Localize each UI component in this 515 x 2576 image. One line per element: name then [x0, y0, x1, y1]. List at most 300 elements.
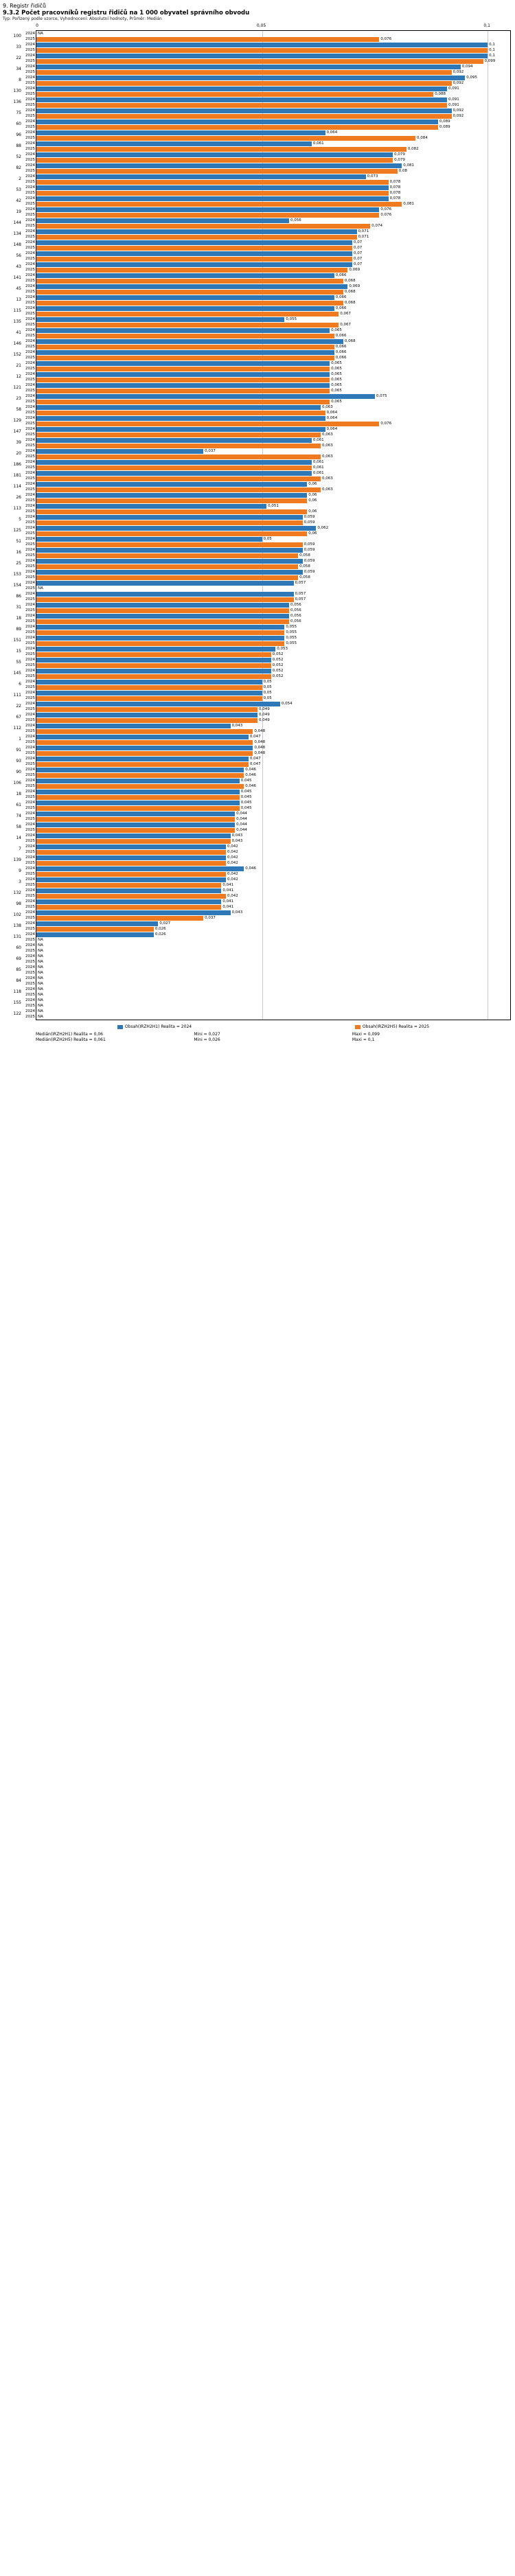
- bar[interactable]: [36, 927, 154, 932]
- bar[interactable]: [36, 482, 307, 487]
- chart-group: [16, 492, 510, 503]
- bar[interactable]: [36, 400, 330, 404]
- bar[interactable]: [36, 553, 298, 558]
- bar[interactable]: [36, 54, 488, 58]
- category-label: 58: [16, 825, 21, 829]
- series-year-label: 2025: [25, 345, 35, 349]
- series-year-label: 2024: [25, 372, 35, 376]
- bar[interactable]: [36, 905, 221, 910]
- bar[interactable]: [36, 284, 347, 289]
- series-year-label: 2024: [25, 921, 35, 925]
- bar[interactable]: [36, 334, 334, 338]
- series-year-label: 2024: [25, 87, 35, 91]
- series-year-label: 2025: [25, 564, 35, 568]
- bar[interactable]: [36, 581, 294, 586]
- bar[interactable]: [36, 367, 330, 371]
- bar-value-na: NA: [38, 998, 43, 1002]
- category-label: 98: [16, 901, 21, 906]
- chart-group: [13, 723, 510, 734]
- bar-value-label: 0,048: [254, 746, 266, 750]
- category-label: 181: [13, 473, 21, 478]
- bar-row: [25, 613, 510, 619]
- series-year-label: 2024: [25, 383, 35, 387]
- bar-row: [25, 789, 510, 794]
- bar[interactable]: [36, 751, 253, 756]
- bar[interactable]: [36, 378, 330, 382]
- category-label: 34: [16, 67, 21, 71]
- series-year-label: 2024: [25, 350, 35, 354]
- bar[interactable]: [36, 191, 389, 196]
- bar-value-label: 0,066: [335, 306, 347, 310]
- x-tick-label: 0,05: [256, 23, 266, 28]
- bar-row: [25, 69, 510, 75]
- bar[interactable]: [36, 422, 379, 426]
- bar-value-label: 0,068: [344, 290, 356, 294]
- bar-value-na: NA: [38, 32, 43, 36]
- bar[interactable]: [36, 163, 402, 168]
- chart-group: [16, 163, 510, 174]
- series-year-label: 2024: [25, 965, 35, 969]
- bar-row: [25, 641, 510, 646]
- bar[interactable]: [36, 257, 352, 262]
- bar[interactable]: [36, 696, 262, 701]
- bar[interactable]: [36, 828, 235, 833]
- bar[interactable]: [36, 460, 312, 465]
- series-year-label: 2024: [25, 625, 35, 629]
- bar[interactable]: [36, 883, 221, 888]
- bar-row: [25, 135, 510, 141]
- bar[interactable]: [36, 251, 352, 256]
- bar[interactable]: [36, 592, 294, 597]
- chart-group: [16, 207, 510, 218]
- bar[interactable]: [36, 411, 325, 415]
- chart-group: [13, 426, 510, 437]
- bar[interactable]: [36, 383, 330, 388]
- bar[interactable]: [36, 762, 249, 767]
- bar[interactable]: [36, 526, 316, 531]
- series-year-label: 2024: [25, 141, 35, 146]
- category-label: 152: [13, 352, 21, 357]
- bar[interactable]: [36, 735, 249, 739]
- stats-median: Medián(IRZH2H5) Realita = 0,061: [36, 1037, 106, 1042]
- bar-value-label: 0,047: [249, 757, 261, 761]
- bar[interactable]: [36, 465, 312, 470]
- bar[interactable]: [36, 48, 488, 53]
- bar-row: [25, 273, 510, 278]
- series-year-label: 2024: [25, 262, 35, 266]
- chart-group: [13, 306, 510, 317]
- bar[interactable]: [36, 746, 253, 750]
- bar-value-label: 0,055: [286, 625, 297, 629]
- bar[interactable]: [36, 509, 307, 514]
- chart-group: [16, 393, 510, 404]
- chart-subtitle: Typ: Pořízený podle vzorce, Vyhodnocení: Absolutní hodnoty, Průměr: Medián: [3, 16, 162, 21]
- bar[interactable]: [36, 817, 235, 822]
- bar[interactable]: [36, 218, 289, 223]
- category-label: 146: [13, 341, 21, 346]
- bar[interactable]: [36, 306, 334, 311]
- category-label: 56: [16, 253, 21, 258]
- series-year-label: 2025: [25, 444, 35, 448]
- bar-row: [25, 591, 510, 597]
- bar-value-label: 0,052: [272, 663, 284, 667]
- bar[interactable]: [36, 207, 379, 212]
- bar[interactable]: [36, 323, 339, 327]
- bar[interactable]: [36, 328, 330, 333]
- bar[interactable]: [36, 850, 226, 855]
- category-label: 118: [13, 989, 21, 994]
- bar-row: [25, 47, 510, 53]
- category-label: 69: [16, 956, 21, 961]
- bar-value-na: NA: [38, 954, 43, 958]
- series-year-label: 2024: [25, 866, 35, 871]
- bar-value-label: 0,063: [322, 433, 333, 437]
- bar[interactable]: [36, 855, 226, 860]
- category-label: 115: [13, 308, 21, 313]
- bar-row: [25, 580, 510, 586]
- category-label: 148: [13, 242, 21, 247]
- bar-row: [25, 421, 510, 426]
- bar[interactable]: [36, 625, 284, 630]
- bar[interactable]: [36, 894, 226, 899]
- bar[interactable]: [36, 312, 339, 317]
- bar[interactable]: [36, 564, 298, 569]
- bar-row: [25, 300, 510, 306]
- bar[interactable]: [36, 713, 258, 717]
- bar[interactable]: [36, 70, 452, 75]
- category-label: 41: [16, 330, 21, 335]
- category-label: 132: [13, 890, 21, 895]
- bar[interactable]: [36, 773, 244, 778]
- bar[interactable]: [36, 43, 488, 47]
- bar[interactable]: [36, 169, 398, 174]
- bar[interactable]: [36, 910, 231, 915]
- series-year-label: 2024: [25, 361, 35, 365]
- bar[interactable]: [36, 608, 289, 613]
- series-year-label: 2024: [25, 295, 35, 299]
- bar-value-label: 0,057: [295, 597, 306, 601]
- bar-row: [25, 124, 510, 130]
- chart-group: [16, 152, 510, 163]
- bar[interactable]: [36, 114, 452, 119]
- bar-row: [25, 531, 510, 536]
- bar[interactable]: [36, 65, 461, 69]
- bar[interactable]: [36, 702, 280, 706]
- bar-row: [25, 91, 510, 97]
- category-label: 85: [16, 967, 21, 972]
- series-year-label: 2024: [25, 218, 35, 222]
- bar-row: [25, 86, 510, 91]
- bar[interactable]: [36, 740, 253, 745]
- bar[interactable]: [36, 768, 244, 772]
- bar-value-label: 0,1: [489, 43, 495, 47]
- bar[interactable]: [36, 174, 366, 179]
- bar[interactable]: [36, 119, 438, 124]
- bar[interactable]: [36, 345, 334, 349]
- bar[interactable]: [36, 213, 379, 218]
- bar-row: [25, 652, 510, 657]
- bar[interactable]: [36, 476, 321, 481]
- bar-row: [25, 937, 510, 943]
- bar[interactable]: [36, 185, 389, 190]
- legend-label-2024: Obsah(IRZH2H1) Realita = 2024: [124, 1024, 192, 1029]
- bar-row: [25, 465, 510, 470]
- bar-value-label: 0,041: [222, 905, 234, 909]
- bar[interactable]: [36, 707, 258, 712]
- bar[interactable]: [36, 471, 312, 476]
- bar-value-label: 0,047: [249, 762, 261, 766]
- bar[interactable]: [36, 652, 271, 657]
- bar[interactable]: [36, 861, 226, 866]
- bar[interactable]: [36, 779, 240, 783]
- bar[interactable]: [36, 729, 253, 734]
- bar[interactable]: [36, 273, 334, 278]
- bar[interactable]: [36, 548, 303, 553]
- bar[interactable]: [36, 641, 284, 646]
- bar[interactable]: [36, 663, 271, 668]
- bar-value-na: NA: [38, 971, 43, 975]
- chart-group: [16, 613, 510, 624]
- series-year-label: 2025: [25, 674, 35, 678]
- bar-row: [25, 586, 510, 591]
- bar[interactable]: [36, 603, 289, 608]
- bar[interactable]: [36, 636, 284, 641]
- bar[interactable]: [36, 630, 284, 635]
- bar[interactable]: [36, 125, 438, 130]
- category-label: 3: [19, 879, 21, 884]
- bar-row: [25, 745, 510, 750]
- bar[interactable]: [36, 235, 357, 240]
- bar[interactable]: [36, 108, 452, 113]
- bar[interactable]: [36, 498, 307, 503]
- bar[interactable]: [36, 196, 389, 201]
- series-year-label: 2024: [25, 394, 35, 398]
- bar-row: [25, 553, 510, 558]
- bar[interactable]: [36, 268, 347, 273]
- bar-value-label: 0,042: [227, 894, 238, 898]
- bar[interactable]: [36, 520, 303, 525]
- bar[interactable]: [36, 229, 357, 234]
- bar[interactable]: [36, 301, 343, 306]
- bar[interactable]: [36, 416, 325, 421]
- bar-row: [25, 717, 510, 723]
- bar[interactable]: [36, 87, 447, 91]
- bar[interactable]: [36, 372, 330, 377]
- bar[interactable]: [36, 130, 325, 135]
- bar-row: [25, 322, 510, 327]
- series-year-label: 2024: [25, 471, 35, 475]
- bar[interactable]: [36, 427, 325, 432]
- bar-value-label: 0,055: [286, 641, 297, 645]
- bar-value-label: 0,049: [259, 707, 270, 711]
- series-year-label: 2025: [25, 993, 35, 997]
- series-year-label: 2025: [25, 828, 35, 832]
- bar[interactable]: [36, 405, 321, 410]
- bar[interactable]: [36, 81, 452, 86]
- bar[interactable]: [36, 619, 289, 624]
- bar[interactable]: [36, 504, 266, 509]
- series-year-label: 2024: [25, 669, 35, 673]
- bar[interactable]: [36, 158, 393, 163]
- bar-value-label: 0,061: [312, 465, 324, 470]
- category-label: 33: [16, 45, 21, 49]
- chart-group: [16, 295, 510, 306]
- bar[interactable]: [36, 542, 303, 547]
- chart-group: [13, 580, 510, 591]
- bar[interactable]: [36, 674, 271, 679]
- bar[interactable]: [36, 570, 303, 575]
- bar[interactable]: [36, 295, 334, 300]
- bar[interactable]: [36, 812, 235, 816]
- bar-row: [25, 448, 510, 454]
- series-year-label: 2024: [25, 32, 35, 36]
- bar[interactable]: [36, 317, 284, 322]
- bar-value-label: 0,069: [349, 268, 360, 272]
- bar[interactable]: [36, 718, 258, 723]
- bar[interactable]: [36, 147, 407, 152]
- series-year-label: 2025: [25, 81, 35, 85]
- bar[interactable]: [36, 658, 271, 663]
- bar[interactable]: [36, 262, 352, 267]
- bar[interactable]: [36, 839, 231, 844]
- bar[interactable]: [36, 493, 307, 498]
- bar-row: [25, 910, 510, 915]
- bar[interactable]: [36, 76, 465, 80]
- bar[interactable]: [36, 899, 221, 904]
- bar[interactable]: [36, 37, 379, 42]
- chart-group: [16, 602, 510, 613]
- bar[interactable]: [36, 921, 158, 926]
- bar[interactable]: [36, 801, 240, 805]
- bar[interactable]: [36, 202, 402, 207]
- bar[interactable]: [36, 350, 334, 355]
- bar[interactable]: [36, 790, 240, 794]
- bar[interactable]: [36, 757, 249, 761]
- series-year-label: 2025: [25, 367, 35, 371]
- bar[interactable]: [36, 916, 203, 921]
- bar[interactable]: [36, 361, 330, 366]
- bar[interactable]: [36, 575, 298, 580]
- bar[interactable]: [36, 806, 240, 811]
- bar[interactable]: [36, 685, 262, 690]
- bar-value-label: 0,068: [344, 279, 356, 283]
- bar[interactable]: [36, 784, 244, 789]
- bar[interactable]: [36, 449, 203, 454]
- bar-row: [25, 360, 510, 366]
- bar[interactable]: [36, 433, 321, 437]
- bar[interactable]: [36, 152, 393, 157]
- bar[interactable]: [36, 97, 447, 102]
- bar-value-label: 0,051: [268, 504, 279, 508]
- bar[interactable]: [36, 680, 262, 685]
- series-year-label: 2024: [25, 251, 35, 255]
- bar-value-label: 0,067: [340, 312, 352, 316]
- category-label: 114: [13, 484, 21, 489]
- stats-min: Mini = 0,027: [194, 1032, 220, 1037]
- bar[interactable]: [36, 394, 375, 399]
- bar-value-label: 0,071: [358, 235, 369, 239]
- chart-group: [13, 382, 510, 393]
- bar[interactable]: [36, 279, 343, 284]
- bar[interactable]: [36, 597, 294, 602]
- bar[interactable]: [36, 932, 154, 937]
- bar[interactable]: [36, 866, 244, 871]
- bar[interactable]: [36, 180, 389, 185]
- bar[interactable]: [36, 669, 271, 674]
- bar[interactable]: [36, 531, 307, 536]
- bar[interactable]: [36, 614, 289, 619]
- bar[interactable]: [36, 136, 415, 141]
- bar[interactable]: [36, 246, 352, 251]
- series-year-label: 2025: [25, 597, 35, 601]
- bar[interactable]: [36, 224, 370, 229]
- bar-value-na: NA: [38, 965, 43, 969]
- bar[interactable]: [36, 877, 226, 882]
- category-label: 53: [16, 187, 21, 192]
- bar[interactable]: [36, 844, 226, 849]
- bar[interactable]: [36, 92, 433, 97]
- bar-value-label: 0,042: [227, 844, 238, 849]
- bar[interactable]: [36, 103, 447, 108]
- bar[interactable]: [36, 833, 231, 838]
- bar[interactable]: [36, 888, 221, 893]
- bar-row: [25, 289, 510, 295]
- series-year-label: 2024: [25, 757, 35, 761]
- bar-row: [25, 899, 510, 904]
- bar[interactable]: [36, 290, 343, 295]
- bar-row: [25, 816, 510, 822]
- chart-group: [16, 767, 510, 778]
- bar[interactable]: [36, 487, 321, 492]
- bar[interactable]: [36, 141, 312, 146]
- bar-row: [25, 772, 510, 778]
- bar[interactable]: [36, 537, 262, 542]
- series-year-label: 2025: [25, 476, 35, 481]
- bar[interactable]: [36, 872, 226, 877]
- bar-row: [25, 240, 510, 245]
- series-year-label: 2024: [25, 658, 35, 662]
- category-label: 144: [13, 220, 21, 225]
- bar[interactable]: [36, 356, 334, 360]
- bar[interactable]: [36, 444, 321, 448]
- bar-row: [25, 344, 510, 349]
- bar[interactable]: [36, 240, 352, 245]
- bar[interactable]: [36, 438, 312, 443]
- bar[interactable]: [36, 559, 303, 564]
- series-year-label: 2025: [25, 235, 35, 239]
- bar[interactable]: [36, 455, 321, 459]
- bar-row: [25, 723, 510, 728]
- bar[interactable]: [36, 515, 303, 520]
- bar[interactable]: [36, 389, 330, 393]
- bar-value-label: 0,07: [354, 257, 363, 261]
- bar[interactable]: [36, 339, 343, 344]
- bar[interactable]: [36, 724, 231, 728]
- bar-value-label: 0,044: [236, 817, 247, 821]
- bar[interactable]: [36, 691, 262, 695]
- bar[interactable]: [36, 647, 275, 652]
- bar[interactable]: [36, 59, 483, 64]
- bar[interactable]: [36, 823, 235, 827]
- bar[interactable]: [36, 795, 240, 800]
- bar-row: [25, 207, 510, 212]
- bar-row: [25, 245, 510, 251]
- series-year-label: 2025: [25, 652, 35, 656]
- bar-row: [25, 371, 510, 377]
- chart-group: [13, 525, 510, 536]
- category-label: 42: [16, 198, 21, 203]
- series-year-label: 2025: [25, 630, 35, 634]
